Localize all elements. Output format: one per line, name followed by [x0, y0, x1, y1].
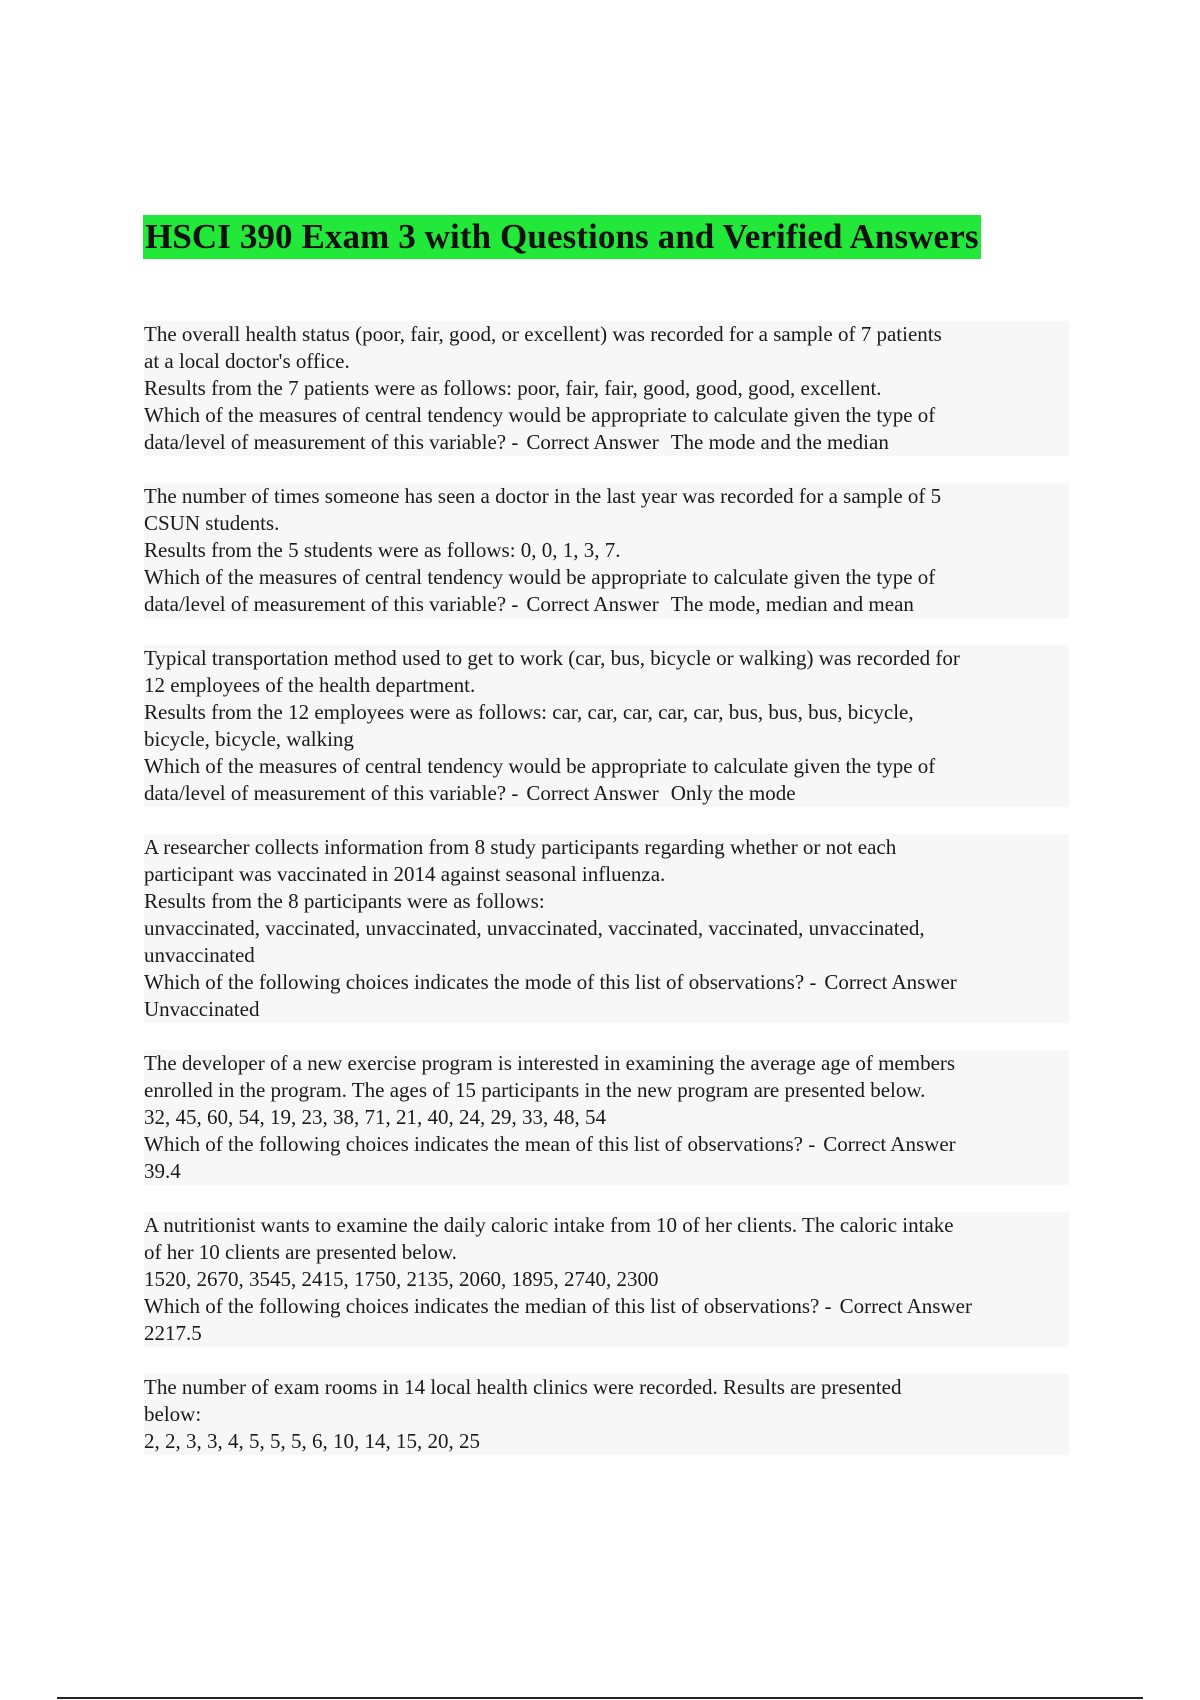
answer-text: Unvaccinated — [144, 997, 260, 1021]
question-line: 2, 2, 3, 3, 4, 5, 5, 5, 6, 10, 14, 15, 20, 25 — [144, 1429, 480, 1453]
question-line: A nutritionist wants to examine the daily caloric intake from 10 of her clients. The caloric intake — [144, 1213, 954, 1237]
question-line: 1520, 2670, 3545, 2415, 1750, 2135, 2060, 1895, 2740, 2300 — [144, 1267, 659, 1291]
question-line: Results from the 5 students were as follows: 0, 0, 1, 3, 7. — [144, 538, 621, 562]
qa-item — [144, 321, 1069, 456]
question-line: The overall health status (poor, fair, good, or excellent) was recorded for a sample of 7 patients — [144, 322, 942, 346]
question-line: Results from the 12 employees were as follows: car, car, car, car, car, bus, bus, bus, bicycle, — [144, 700, 914, 724]
question-line: CSUN students. — [144, 511, 280, 535]
question-line: The number of times someone has seen a doctor in the last year was recorded for a sample of 5 — [144, 484, 942, 508]
question-text: Which of the following choices indicates the median of this list of observations? - — [144, 1294, 832, 1318]
question-line: participant was vaccinated in 2014 against seasonal influenza. — [144, 862, 666, 886]
question-text: data/level of measurement of this variable? - — [144, 781, 519, 805]
question-line: A researcher collects information from 8 study participants regarding whether or not each — [144, 835, 897, 859]
question-line: Results from the 8 participants were as follows: — [144, 889, 545, 913]
qa-item — [144, 483, 1069, 618]
question-answer-line — [144, 1293, 1069, 1320]
question-line: enrolled in the program. The ages of 15 participants in the new program are presented below. — [144, 1078, 926, 1102]
question-answer-line — [144, 591, 1069, 618]
question-answer-line — [144, 780, 1069, 807]
question-text: Which of the following choices indicates the mode of this list of observations? - — [144, 970, 817, 994]
title-block — [143, 215, 981, 259]
answer-text: The mode, median and mean — [670, 592, 914, 616]
question-text: Which of the following choices indicates the mean of this list of observations? - — [144, 1132, 816, 1156]
question-line: Which of the measures of central tendency would be appropriate to calculate given the type of — [144, 403, 936, 427]
answer-text: Only the mode — [670, 781, 796, 805]
question-line: 32, 45, 60, 54, 19, 23, 38, 71, 21, 40, 24, 29, 33, 48, 54 — [144, 1105, 606, 1129]
answer-text: 39.4 — [144, 1159, 181, 1183]
question-line: Typical transportation method used to get to work (car, bus, bicycle or walking) was recorded for — [144, 646, 960, 670]
question-line: bicycle, bicycle, walking — [144, 727, 354, 751]
question-answer-line — [144, 429, 1069, 456]
answer-text: The mode and the median — [670, 430, 889, 454]
qa-item — [144, 1050, 1069, 1185]
answer-label: Correct Answer — [839, 1294, 972, 1318]
question-answer-line — [144, 969, 1069, 996]
answer-label: Correct Answer — [526, 592, 659, 616]
document-title: HSCI 390 Exam 3 with Questions and Verified Answers — [143, 215, 981, 259]
qa-list — [144, 321, 1069, 1482]
question-answer-line — [144, 1131, 1069, 1158]
answer-text: 2217.5 — [144, 1321, 202, 1345]
qa-item — [144, 834, 1069, 1023]
question-line: of her 10 clients are presented below. — [144, 1240, 457, 1264]
question-line: Which of the measures of central tendency would be appropriate to calculate given the type of — [144, 565, 936, 589]
answer-label: Correct Answer — [824, 970, 957, 994]
qa-item — [144, 1212, 1069, 1347]
answer-label: Correct Answer — [823, 1132, 956, 1156]
question-line: 12 employees of the health department. — [144, 673, 476, 697]
question-line: unvaccinated — [144, 943, 255, 967]
question-line: Results from the 7 patients were as follows: poor, fair, fair, good, good, good, excellent. — [144, 376, 882, 400]
page-bottom-divider — [57, 1697, 1143, 1699]
question-line: below: — [144, 1402, 202, 1426]
qa-item — [144, 645, 1069, 807]
question-line: at a local doctor's office. — [144, 349, 350, 373]
question-line: The developer of a new exercise program is interested in examining the average age of members — [144, 1051, 956, 1075]
question-text: data/level of measurement of this variable? - — [144, 430, 519, 454]
question-text: data/level of measurement of this variable? - — [144, 592, 519, 616]
question-line: The number of exam rooms in 14 local health clinics were recorded. Results are presented — [144, 1375, 902, 1399]
answer-label: Correct Answer — [526, 430, 659, 454]
answer-label: Correct Answer — [526, 781, 659, 805]
question-line: unvaccinated, vaccinated, unvaccinated, unvaccinated, vaccinated, vaccinated, unvaccinated, — [144, 916, 925, 940]
qa-item — [144, 1374, 1069, 1455]
question-line: Which of the measures of central tendency would be appropriate to calculate given the type of — [144, 754, 936, 778]
